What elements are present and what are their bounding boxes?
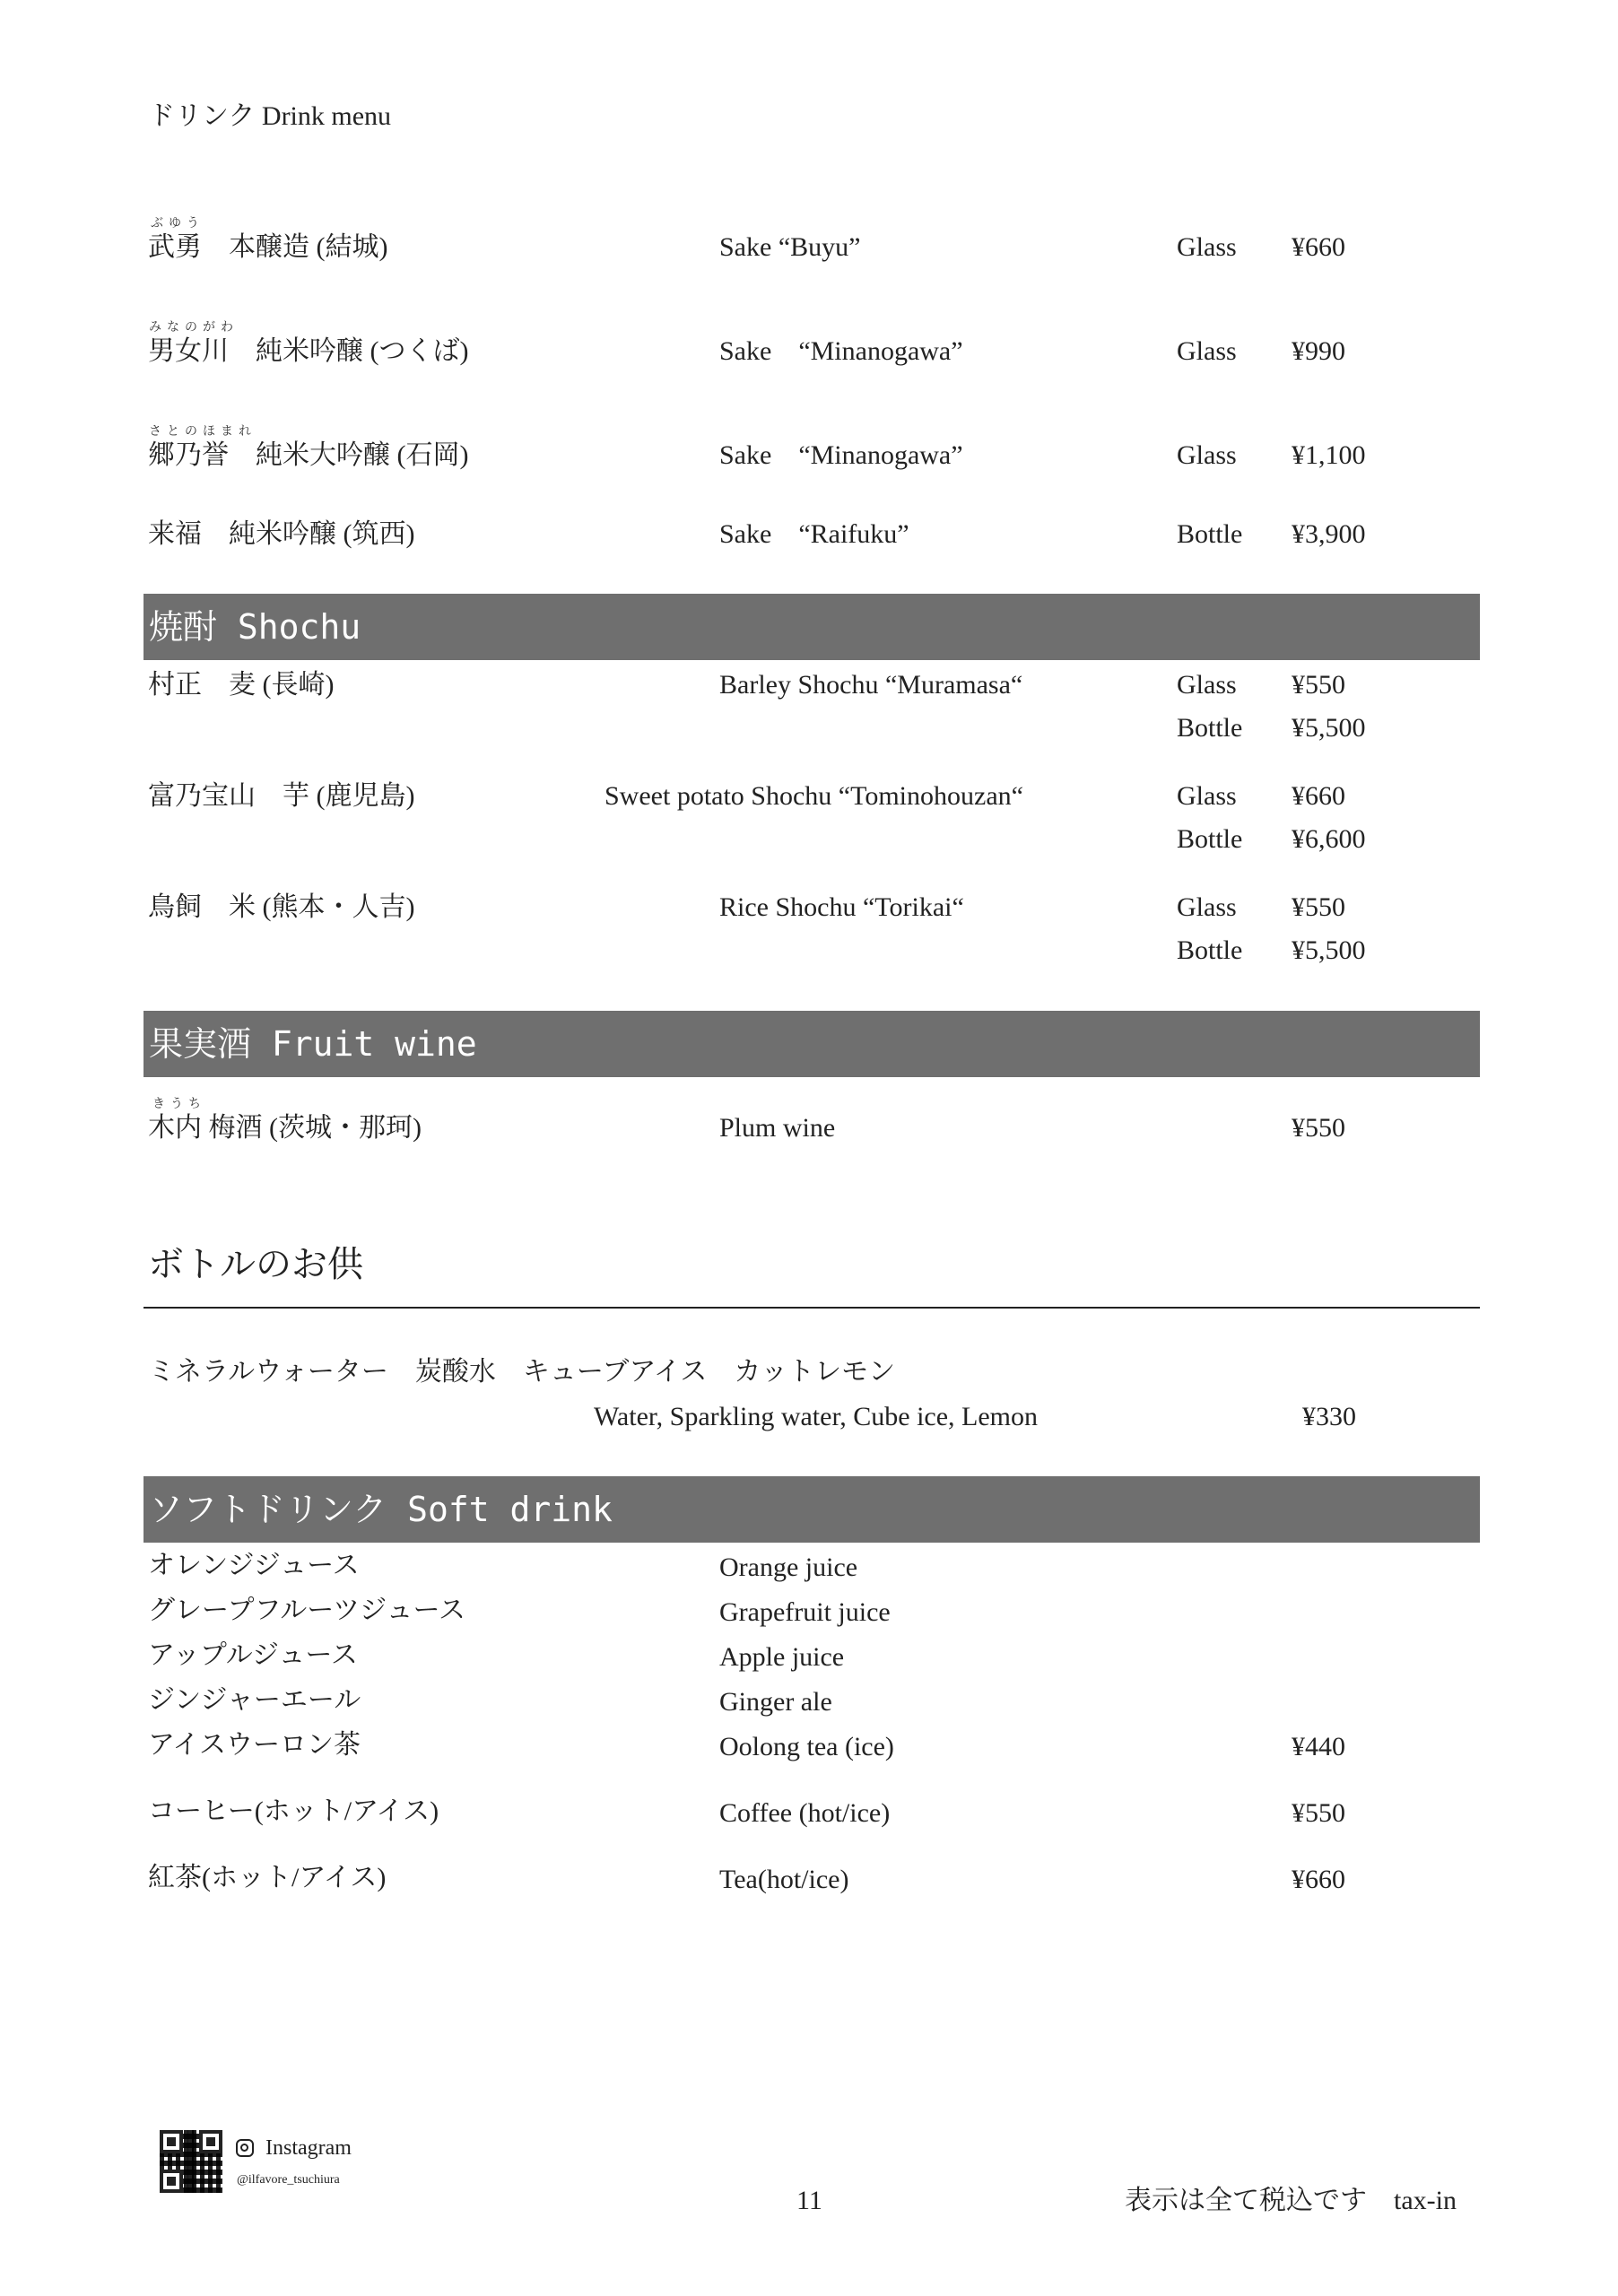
instagram-icon xyxy=(236,2139,254,2157)
item-price: ¥990 xyxy=(1292,336,1345,366)
item-name-jp: 木内 梅酒 (茨城・那珂) xyxy=(148,1113,422,1143)
item-name-en: Sweet potato Shochu “Tominohouzan“ xyxy=(605,781,1023,811)
item-price: ¥5,500 xyxy=(1292,713,1366,743)
item-name-jp: ジンジャーエール xyxy=(148,1685,361,1715)
item-name-en: Apple juice xyxy=(719,1642,845,1672)
instagram-handle[interactable]: @ilfavore_tsuchiura xyxy=(237,2173,340,2187)
item-size: Glass xyxy=(1177,670,1237,700)
item-price: ¥6,600 xyxy=(1292,824,1366,854)
item-name-jp: オレンジジュース xyxy=(148,1551,360,1580)
item-name-en: Rice Shochu “Torikai“ xyxy=(719,892,964,922)
item-name-en: Grapefruit juice xyxy=(719,1597,891,1627)
item-size: Bottle xyxy=(1177,935,1243,965)
item-name-en: Sake “Raifuku” xyxy=(719,519,909,549)
item-size: Glass xyxy=(1177,440,1237,470)
furigana: さとのほまれ xyxy=(149,425,257,439)
item-name-en: Ginger ale xyxy=(719,1687,832,1717)
item-size: Bottle xyxy=(1177,713,1243,743)
item-price: ¥3,900 xyxy=(1292,519,1366,549)
bottle-extras-price: ¥330 xyxy=(1302,1402,1356,1431)
page-title: ドリンク Drink menu xyxy=(148,101,392,131)
item-name-jp: アップルジュース xyxy=(148,1640,358,1670)
item-price: ¥440 xyxy=(1292,1732,1345,1761)
bottle-extras-en: Water, Sparkling water, Cube ice, Lemon xyxy=(594,1402,1039,1431)
item-size: Glass xyxy=(1177,232,1237,262)
item-price: ¥550 xyxy=(1292,1798,1345,1828)
qr-code-icon[interactable] xyxy=(160,2130,222,2193)
item-name-jp: コーヒー(ホット/アイス) xyxy=(148,1796,439,1826)
item-name-en: Coffee (hot/ice) xyxy=(719,1798,891,1828)
section-header-fruit-wine: 果実酒 Fruit wine xyxy=(144,1011,1480,1077)
item-size: Glass xyxy=(1177,892,1237,922)
item-name-jp: アイスウーロン茶 xyxy=(148,1730,361,1760)
item-price: ¥550 xyxy=(1292,892,1345,922)
instagram-label: Instagram xyxy=(265,2136,352,2160)
item-size: Glass xyxy=(1177,336,1237,366)
item-name-jp: 来福 純米吟醸 (筑西) xyxy=(148,519,415,549)
item-name-en: Tea(hot/ice) xyxy=(719,1865,849,1894)
item-size: Bottle xyxy=(1177,824,1243,854)
item-name-jp: 富乃宝山 芋 (鹿児島) xyxy=(148,781,415,811)
item-name-jp: 鳥飼 米 (熊本・人吉) xyxy=(148,892,415,922)
bottle-extras-jp: ミネラルウォーター 炭酸水 キューブアイス カットレモン xyxy=(148,1357,896,1387)
item-price: ¥550 xyxy=(1292,1113,1345,1143)
page-number: 11 xyxy=(796,2186,822,2215)
item-name-jp: 男女川 純米吟醸 (つくば) xyxy=(148,336,469,366)
item-name-en: Oolong tea (ice) xyxy=(719,1732,894,1761)
item-name-jp: 村正 麦 (長崎) xyxy=(148,670,335,700)
furigana: きうち xyxy=(152,1098,206,1111)
item-name-jp: 郷乃誉 純米大吟醸 (石岡) xyxy=(148,440,469,470)
section-title-bottle-extras: ボトルのお供 xyxy=(148,1244,363,1284)
item-name-en: Barley Shochu “Muramasa“ xyxy=(719,670,1023,700)
item-name-en: Sake “Minanogawa” xyxy=(719,440,963,470)
item-price: ¥5,500 xyxy=(1292,935,1366,965)
section-header-soft-drink: ソフトドリンク Soft drink xyxy=(144,1476,1480,1543)
item-price: ¥1,100 xyxy=(1292,440,1366,470)
item-name-en: Plum wine xyxy=(719,1113,836,1143)
item-price: ¥550 xyxy=(1292,670,1345,700)
item-price: ¥660 xyxy=(1292,232,1345,262)
item-name-jp: 紅茶(ホット/アイス) xyxy=(148,1863,387,1892)
item-name-en: Orange juice xyxy=(719,1552,858,1582)
item-name-en: Sake “Buyu” xyxy=(719,232,861,262)
item-size: Glass xyxy=(1177,781,1237,811)
item-price: ¥660 xyxy=(1292,781,1345,811)
section-header-shochu: 焼酎 Shochu xyxy=(144,594,1480,660)
item-name-jp: グレープフルーツジュース xyxy=(148,1596,465,1625)
tax-note: 表示は全て税込です tax-in xyxy=(1125,2186,1457,2215)
furigana: みなのがわ xyxy=(149,321,239,335)
item-size: Bottle xyxy=(1177,519,1243,549)
item-name-jp: 武勇 本醸造 (結城) xyxy=(148,232,388,262)
item-name-en: Sake “Minanogawa” xyxy=(719,336,963,366)
furigana: ぶゆう xyxy=(151,217,204,230)
divider xyxy=(144,1307,1480,1309)
item-price: ¥660 xyxy=(1292,1865,1345,1894)
